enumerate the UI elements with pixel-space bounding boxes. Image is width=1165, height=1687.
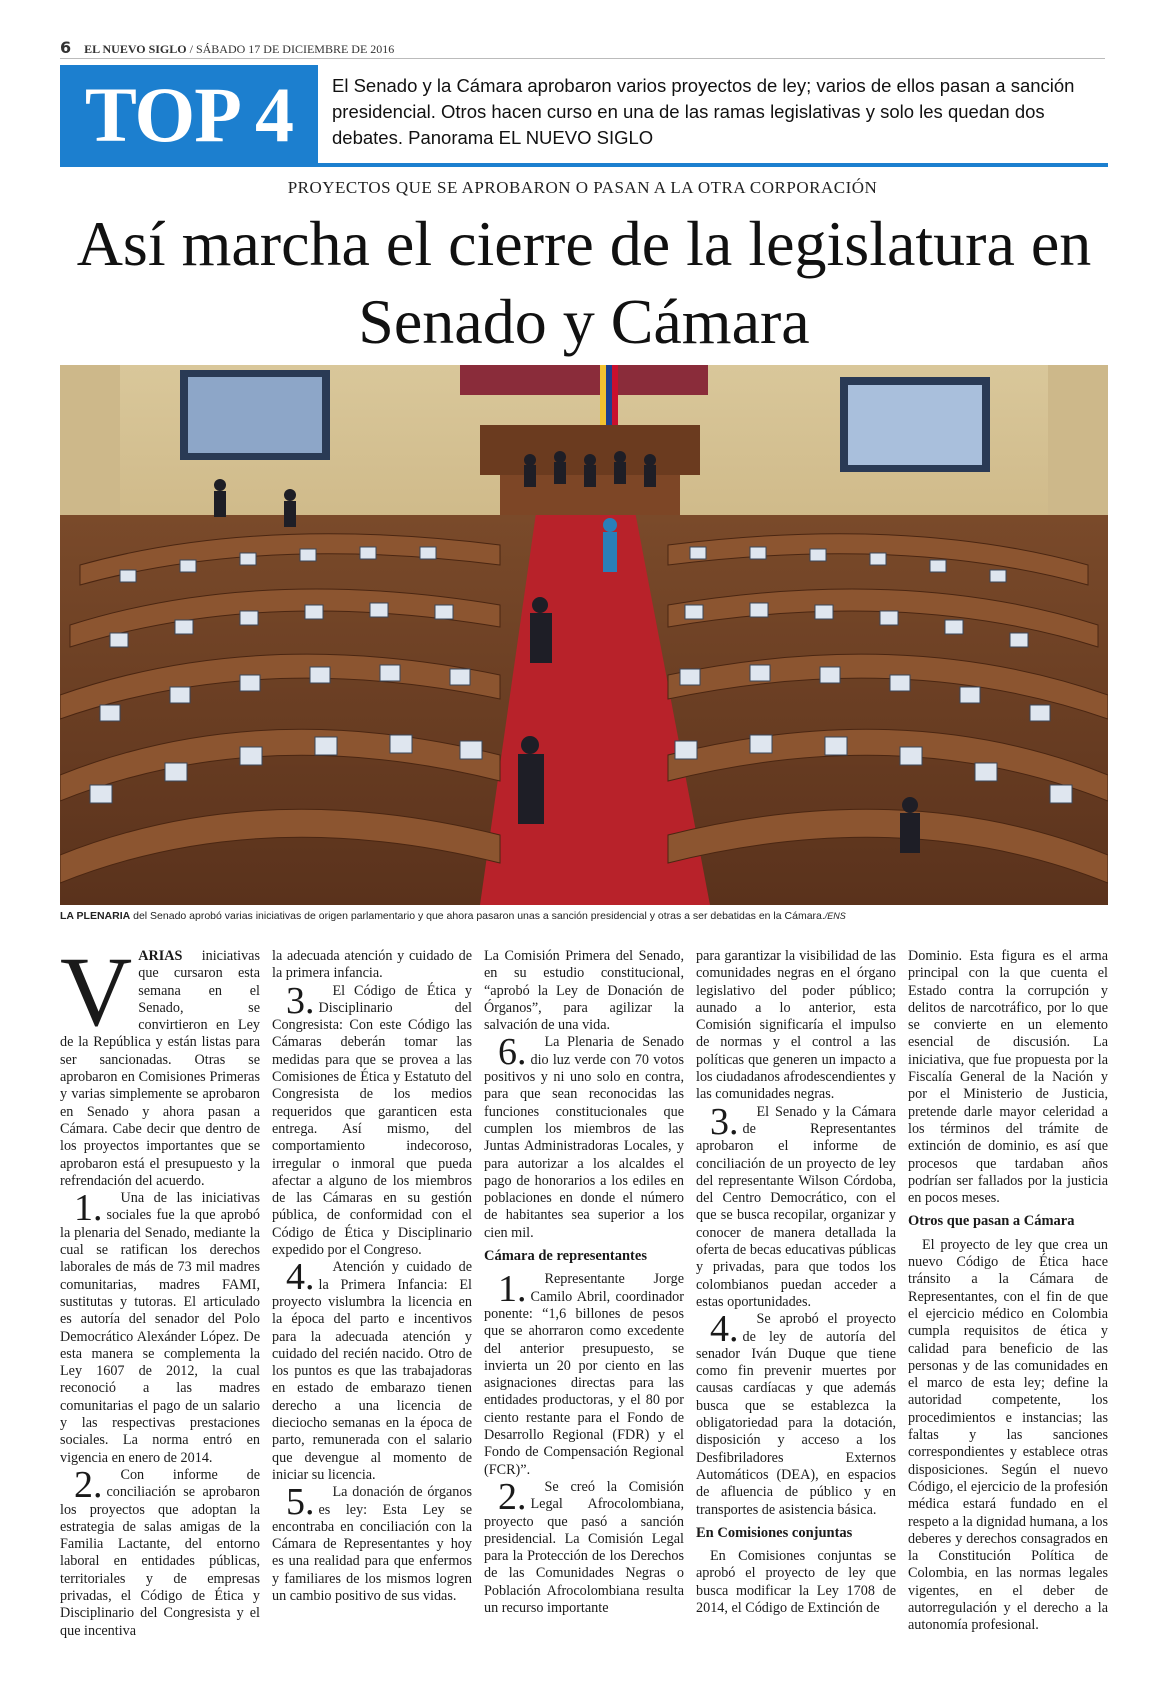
subhead-camara: Cámara de representantes xyxy=(484,1248,647,1265)
article-column-3 xyxy=(484,948,684,1617)
col3-paragraph-4 xyxy=(484,1475,684,1617)
col3-paragraph-1: La Comisión Primera del Senado, en su estudio constitucional, “aprobó la Ley de Donación de Órganos”, para agilizar la salvación de una vida. xyxy=(484,948,684,1034)
subhead-otros: Otros que pasan a Cámara xyxy=(908,1213,1075,1230)
col1-paragraph-2 xyxy=(60,1187,260,1467)
col2-p4-text: La donación de órganos es ley: Esta Ley se encontraba en conciliación con la Cámara de Representantes y hoy es una realidad para que enfermos y familiares de los mismos logren un cambio positivo de sus vidas. xyxy=(272,1484,472,1604)
page-number: 6 xyxy=(60,38,72,57)
col2-paragraph-2 xyxy=(272,979,472,1260)
item-number: 3. xyxy=(710,1100,739,1143)
item-number: 3. xyxy=(286,979,315,1022)
col1-p3-text: Con informe de conciliación se aprobaron los proyectos que adoptan la estrategia de salas amigas de la Familia Lactante, del entorno laboral en entidades públicas, territoriales y de empresas privadas, el Código de Ética y Disciplinario del Congresista y el que incentiva xyxy=(60,1466,260,1639)
newspaper-name: EL NUEVO SIGLO xyxy=(84,42,187,56)
col3-p3-text: Representante Jorge Camilo Abril, coordinador ponente: “1,6 billones de pesos que se ahorraron como excedente del anterior presupuesto, se invierta un 20 por ciento en las asignaciones directas para las entidades productoras, y el 80 por ciento restante para el Fondo de Desarrollo Regional (FDR) y el Fondo de Compensación Regional (FCR)”. xyxy=(484,1271,684,1478)
col5-paragraph-1: Dominio. Esta figura es el arma principal con la que cuenta el Estado contra la corrupción y delitos de narcotráfico, por lo que se convierte en un elemento esencial de discusión. La iniciativa, que fue propuesta por la Fiscalía General de la Nación y por el Ministerio de Justicia, pretende darle mayor celeridad a los términos del trámite de extinción de dominio, es así que procesos que tardaban años podrían ser fallados por la justicia en pocos meses. xyxy=(908,948,1108,1207)
plenary-chamber-illustration xyxy=(60,365,1108,905)
article-column-1 xyxy=(60,936,260,1640)
top4-label: TOP 4 xyxy=(60,65,318,165)
col1-p1-text: iniciativas que cursaron esta semana en el Senado, se convirtieron en Ley de la República y están listas para ser sancionadas. Otras se aprobaron en Comisiones Primeras y varias simplemente se aprobaron en Senado y ahora pasan a Cámara. Cabe decir que dentro de los proyectos importantes que se aprobaron está el presupuesto y la refrendación del acuerdo. xyxy=(60,948,260,1189)
col1-paragraph-1 xyxy=(60,936,260,1190)
item-number: 2. xyxy=(498,1475,527,1518)
col2-p3-text: Atención y cuidado de la Primera Infancia: El proyecto vislumbra la licencia en la época del parto e incentivos para la adecuada atención y cuidado del recién nacido. Otro de los puntos es que las trabajadoras en estado de embarazo tienen derecho a una licencia de dieciocho semanas en la época de parto, remunerada con el salario que devengue al momento de iniciar su licencia. xyxy=(272,1259,472,1483)
top4-banner xyxy=(60,65,1108,165)
col3-paragraph-3 xyxy=(484,1268,684,1479)
col2-paragraph-1: la adecuada atención y cuidado de la primera infancia. xyxy=(272,948,472,982)
item-number: 1. xyxy=(74,1187,103,1230)
col4-p3-text: Se aprobó el proyecto de ley de autoría del senador Iván Duque que tiene como fin prevenir muertes por causas cardíacas y que además busca que se establezca la obligatoriedad para la dotación, disposición y acceso a los Desfibriladores Externos Automáticos (DEA), en espacios de afluencia de público y en transportes de asistencia básica. xyxy=(696,1311,896,1518)
col4-p2-text: El Senado y la Cámara de Representantes aprobaron el informe de conciliación de un proyecto de ley del representante Wilson Córdoba, del Centro Democrático, con el que se busca recopilar, organizar y conocer de manera detallada la oferta de becas educativas públicas y privadas, para que todos los colombianos puedan acceder a estas oportunidades. xyxy=(696,1103,896,1310)
article-column-2 xyxy=(272,948,472,1605)
col2-p2-text: El Código de Ética y Disciplinario del Congresista: Con este Código las Cámaras deberán tomar las medidas para que se provea a las Comisiones de Ética y Estatuto del Congresista de los medios requeridos que garanticen esta entrega. Así mismo, del comportamiento indecoroso, irregular o inmoral que pueda afectar a alguno de los miembros de las Cámaras en su gestión pública, de conformidad con el Código de Ética y Disciplinario expedido por el Congreso. xyxy=(272,982,472,1259)
caption-text: del Senado aprobó varias iniciativas de origen parlamentario y que ahora pasaron unas a sanción presidencial y otras a ser debatidas en la Cámara. xyxy=(130,910,825,922)
col4-paragraph-2 xyxy=(696,1100,896,1312)
item-number: 4. xyxy=(286,1256,315,1299)
banner-rule xyxy=(60,163,1108,167)
senate-plenary-photo xyxy=(60,365,1108,905)
item-number: 6. xyxy=(498,1031,527,1074)
col3-paragraph-2 xyxy=(484,1031,684,1242)
kicker: PROYECTOS QUE SE APROBARON O PASAN A LA OTRA CORPORACIÓN xyxy=(287,178,878,197)
subhead-comisiones: En Comisiones conjuntas xyxy=(696,1524,853,1541)
caption-credit: /ENS xyxy=(824,911,846,921)
item-number: 1. xyxy=(498,1268,527,1311)
article-column-5 xyxy=(908,948,1108,1635)
col5-paragraph-2: El proyecto de ley que crea un nuevo Código de Ética hace tránsito a la Cámara de Representantes, con el fin de que el ejercicio médico en Colombia cumpla requisitos de ética y calidad para beneficio de las personas y de las comunidades en el marco de esta ley; define la autoridad competente, los procedimientos e instancias; las faltas y las sanciones correspondientes y establece otras disposiciones. Según el nuevo Código, el ejercicio de la profesión médica estará fundado en el respeto a la dignidad humana, a los deberes y derechos consagrados en la Constitución Política de Colombia, en las normas legales vigentes, en el deber de autorregulación y el derecho a la autonomía profesional. xyxy=(908,1236,1108,1634)
col4-paragraph-4: En Comisiones conjuntas se aprobó el proyecto de ley que busca modificar la Ley 1708 de 2014, el Código de Extinción de xyxy=(696,1548,896,1616)
item-number: 4. xyxy=(710,1308,739,1351)
item-number: 5. xyxy=(286,1481,315,1524)
banner-intro: El Senado y la Cámara aprobaron varios proyectos de ley; varios de ellos pasan a sanción presidencial. Otros hacen curso en una de las ramas legislativas y solo les quedan dos debates. Panorama EL NUEVO SIGLO xyxy=(332,75,1075,148)
col1-paragraph-3 xyxy=(60,1463,260,1640)
col4-paragraph-3 xyxy=(696,1308,896,1519)
article-column-4 xyxy=(696,948,896,1617)
lead-small-caps: ARIAS xyxy=(138,948,183,964)
caption-lead: LA PLENARIA xyxy=(60,910,131,922)
col1-p2-text: Una de las iniciativas sociales fue la que aprobó la plenaria del Senado, mediante la cual se ratifican los derechos laborales de más de 73 mil madres comunitarias, madres FAMI, sustitutas y tutoras. El articulado es autoría del senador del Polo Democrático Alexánder López. De esta manera se complementa la Ley 1607 de 2012, la cual reconoció a las madres comunitarias el pago de un salario y las respectivas prestaciones sociales. La norma entró en vigencia en enero de 2014. xyxy=(60,1190,260,1466)
headline-line-2: Senado y Cámara xyxy=(358,286,810,357)
issue-date: / SÁBADO 17 DE DICIEMBRE DE 2016 xyxy=(189,42,395,56)
drop-cap: V xyxy=(60,936,133,1047)
col4-paragraph-1: para garantizar la visibilidad de las comunidades negras en el órgano legislativo del poder público; aunado a lo anterior, esta Comisión significaría el impulso de normas y el control a las políticas que generen un impacto a los ciudadanos afrodescendientes y las comunidades negras. xyxy=(696,948,896,1103)
photo-caption xyxy=(60,910,1108,922)
col2-paragraph-3 xyxy=(272,1256,472,1484)
item-number: 2. xyxy=(74,1463,103,1506)
headline-line-1: Así marcha el cierre de la legislatura en xyxy=(76,208,1092,279)
col2-paragraph-4 xyxy=(272,1481,472,1605)
col3-p4-text: Se creó la Comisión Legal Afrocolombiana, proyecto que pasó a sanción presidencial. La Comisión Legal para la Protección de los Derechos de las Comunidades Negras o Población Afrocolombiana resulta un recurso importante xyxy=(484,1478,684,1616)
col3-p2-text: La Plenaria de Senado dio luz verde con 70 votos positivos y ni uno solo en contra, para que sean reconocidas las funciones constitucionales que cumplen los miembros de las Juntas Administradoras Locales, y para autorizar a los alcaldes el pago de honorarios a los ediles en poblaciones en donde el número de habitantes sea superior a los cien mil. xyxy=(484,1034,684,1241)
page-folio xyxy=(60,38,1105,59)
headline xyxy=(60,205,1108,361)
